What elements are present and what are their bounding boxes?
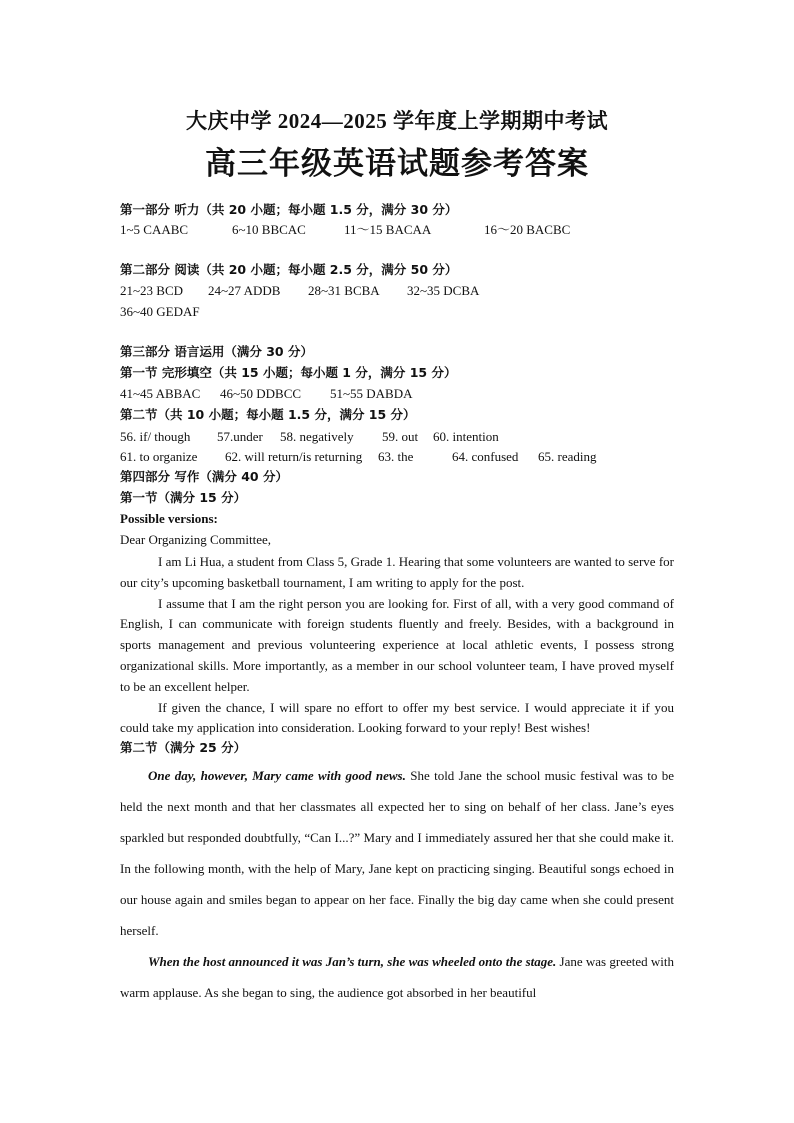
- letter-paragraph: If given the chance, I will spare no effort to offer my best service. I would appreciate it if you could take my application into consideration. Looking forward to your reply! Best wishes!: [120, 699, 674, 736]
- answer-item: 65. reading: [538, 449, 597, 464]
- answer-key-title: 高三年级英语试题参考答案: [205, 146, 589, 182]
- letter-paragraph: I assume that I am the right person you are looking for. First of all, with a very good command of English, I can communicate with foreign students fluently and freely. Besides, with a background in sports management and previous volunteering experience at local athletic events, I possess strong organizational skills. More importantly, as a member in our school volunteer team, I have proved myself to be an excellent helper.: [120, 595, 674, 694]
- letter-salutation: Dear Organizing Committee,: [120, 532, 272, 547]
- story-paragraph: [120, 760, 674, 946]
- story-text: Jane was greeted with warm applause. As she began to sing, the audience got absorbed in her beautiful: [120, 954, 674, 1000]
- answer-item: 56. if/ though: [120, 429, 191, 444]
- answer-group: 1~5 CAABC: [120, 222, 189, 237]
- answer-group: 51~55 DABDA: [330, 386, 413, 401]
- answer-group: 24~27 ADDB: [208, 283, 281, 298]
- story-lead-sentence: One day, however, Mary came with good news.: [148, 768, 406, 783]
- part3-heading: 第三部分 语言运用（满分 30 分）: [120, 344, 313, 359]
- answer-group: 6~10 BBCAC: [232, 222, 306, 237]
- part4-section1-heading: 第一节（满分 15 分）: [120, 490, 247, 505]
- story-lead-sentence: When the host announced it was Jan’s turn, she was wheeled onto the stage.: [148, 954, 557, 969]
- answer-group: 41~45 ABBAC: [120, 386, 201, 401]
- answer-group: 11～15 BACAA: [344, 222, 432, 237]
- story-text: She told Jane the school music festival was to be held the next month and that her classmates all expected her to sing on behalf of her class. Jane’s eyes sparkled but responded doubtfully, “Can I...?” Mary and I immediately assured her that she could make it. In the following month, with the help of Mary, Jane kept on practicing singing. Beautiful songs echoed in our house again and smiles began to appear on her face. Finally the big day came when she could present herself.: [120, 768, 675, 938]
- letter-paragraph: I am Li Hua, a student from Class 5, Grade 1. Hearing that some volunteers are wanted to serve for our city’s upcoming basketball tournament, I am writing to apply for the post.: [120, 554, 674, 590]
- answer-group: 36~40 GEDAF: [120, 304, 200, 319]
- part1-heading: 第一部分 听力（共 20 小题；每小题 1.5 分，满分 30 分）: [120, 202, 458, 217]
- answer-group: 32~35 DCBA: [407, 283, 480, 298]
- answer-group: 21~23 BCD: [120, 283, 184, 298]
- answer-item: 61. to organize: [120, 449, 198, 464]
- answer-item: 57.under: [217, 429, 263, 444]
- story-paragraph: [120, 946, 674, 1008]
- part3-section1-heading: 第一节 完形填空（共 15 小题；每小题 1 分，满分 15 分）: [120, 365, 457, 380]
- answer-item: 59. out: [382, 429, 419, 444]
- part3-section2-heading: 第二节（共 10 小题；每小题 1.5 分，满分 15 分）: [120, 407, 416, 422]
- answer-item: 60. intention: [433, 429, 499, 444]
- possible-versions-label: Possible versions:: [120, 511, 218, 526]
- part4-heading: 第四部分 写作（满分 40 分）: [120, 469, 288, 484]
- exam-title: 大庆中学 2024—2025 学年度上学期期中考试: [186, 109, 608, 133]
- answer-group: 46~50 DDBCC: [220, 386, 302, 401]
- answer-group: 16～20 BACBC: [484, 222, 571, 237]
- part4-section2-heading: 第二节（满分 25 分）: [120, 740, 247, 755]
- letter-body: [120, 552, 674, 739]
- answer-group: 28~31 BCBA: [308, 283, 380, 298]
- answer-item: 63. the: [378, 449, 414, 464]
- answer-item: 62. will return/is returning: [225, 449, 363, 464]
- answer-item: 64. confused: [452, 449, 519, 464]
- answer-item: 58. negatively: [280, 429, 354, 444]
- part2-heading: 第二部分 阅读（共 20 小题；每小题 2.5 分，满分 50 分）: [120, 262, 458, 277]
